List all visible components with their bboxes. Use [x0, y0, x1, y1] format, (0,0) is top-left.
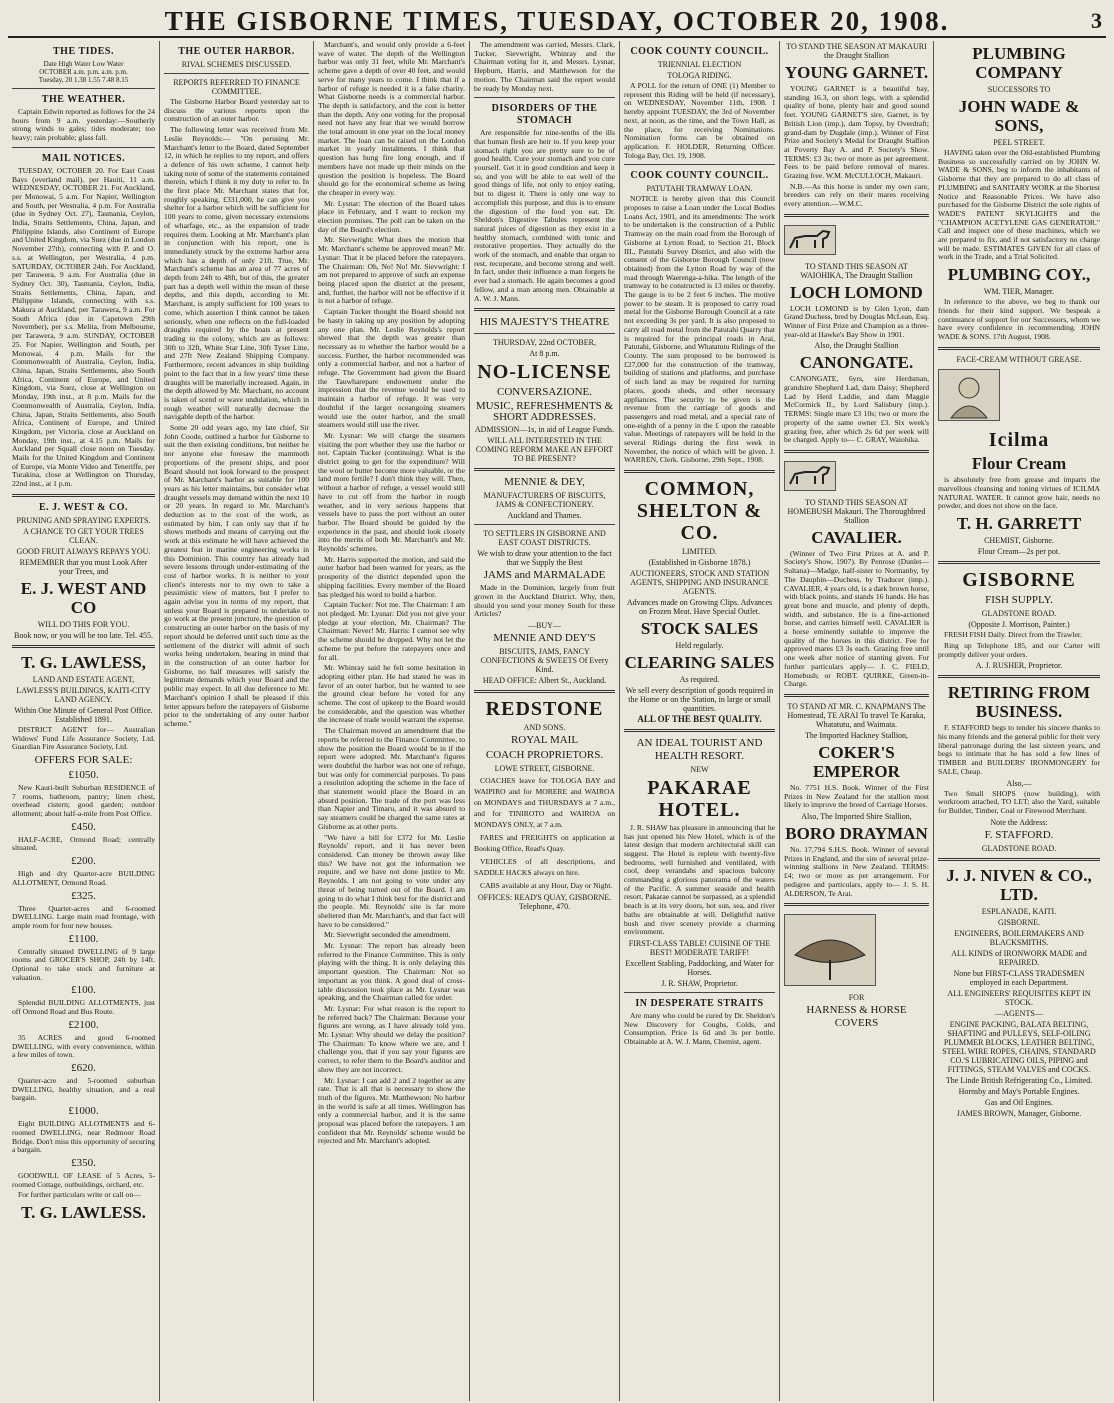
admission: ADMISSION—1s, in aid of League Funds. [474, 425, 615, 435]
plumbing-coy: PLUMBING COY., [947, 265, 1091, 285]
lawless-foot-name: T. G. LAWLESS. [21, 1203, 146, 1223]
lawless-offers: OFFERS FOR SALE: [34, 753, 133, 766]
niven-hornsby: Hornsby and May's Portable Engines. [958, 1086, 1080, 1096]
column-5 [620, 41, 780, 1401]
homebush-intro: TO STAND THIS SEASON AT HOMEBUSH Makauri. The Thoroughbred Stallion [787, 497, 926, 525]
westco-line6: Book now, or you will be too late. Tel. 455. [14, 630, 153, 640]
weather-heading: THE WEATHER. [41, 94, 126, 105]
saddle-icon [784, 914, 876, 986]
offices: OFFICES: READ'S QUAY, GISBORNE. Telephone, 470. [477, 893, 612, 912]
disorders-heading: DISORDERS OF THE STOMACH [491, 103, 598, 127]
mennie-line2: Auckland and Thames. [507, 511, 582, 521]
westco-name: E. J. WEST & CO. [38, 501, 129, 513]
poll-text: A POLL for the return of ONE (1) Member to represent this Riding will be held (if necessary), on WEDNESDAY, November 11th, 1908. I hereby appoint TUESDAY, the 3rd of November next, at noon, as the time, and the Town Hall, as the place, for receiving Nominations. Nomination forms can be obtained on application. F. HOLDER, Returning Officer. Tologa Bay, Oct. 19, 1908. [624, 81, 775, 160]
boro-drayman: BORO DRAYMAN [785, 824, 928, 844]
md-line1: BISCUITS, JAMS, FANCY CONFECTIONS & SWEETS Of Every Kind. [480, 647, 609, 675]
clearing-sales: CLEARING SALES [624, 653, 775, 673]
icilma-text: is absolutely free from grease and imparts the marvellous cleansing and toning virtues of ICILMA NATURAL WATER. It cannot grow hair, needs no powder, and does not show on the face. [938, 475, 1100, 511]
article-paragraph: The Chairman moved an amendment that the reports be referred to the Finance Committee, to show the position the Board would be in if the report were adopted. Mr. Marchant's figures were doubtful the harbor was not one of refuge, but was only for commercial purposes. To pass a resolution adopting the scheme in the face of that statement would place the Board in an absurd position. The trade of the port was less than Napier and Timaru, and it was absurd to say steamers could be charged the same rates at Gisborne as at other ports. [318, 726, 465, 831]
harbour-p2: The following letter was received from Mr. Leslie Reynolds:— "On perusing Mr. Marchant's letter to the Board, dated September 12, in which he replies to my report, and offers a defence of his own scheme, I cannot help taking note of some of the statements contained therein, which I think it my duty to refer to. In the first place Mr. Marchant states that for, roughly speaking, £331,000, he can give you shelter for a harbor which will be sufficient for 100 years to come, given necessary extensions of wharfage, etc., as the expansion of trade requires them. Looking at Mr. Marchant's plan in conjunction with his report, one is immediately struck by the extreme harbor area which has a depth of only 21ft. True, Mr. Marchant's scheme has an area of 77 acres of depth from 24ft to 48ft, but of this, the greater part has a depth well within the mean of these depths, and this depth, according to Mr. Marchant, is amply sufficient for 100 years to come, which assertion I think cannot be taken seriously, when one reflects on the full-loaded draughts required by the boats at present trading to the colony, which are as follows: 30ft to 32ft, White Star Line, 30ft Tyser Line, and 27ft New Zealand Shipping Company. Furthermore, recent advances in ship building point to the fact that in a few years' time these draughts will be materially increased. Again, in the depth allowed by Mr. Marchant, no account is taken of scend or wave undulation, which in rough weather will naturally decrease the navigable depth of the harbor. [164, 125, 309, 422]
royal-mail: ROYAL MAIL [510, 734, 579, 747]
desperate-text: Are many who could be cured by Dr. Sheldon's New Discovery for Coughs, Colds, and Consumption. Price 1s 6d and 3s per bottle. Obtainable at A. W. J. Mann, Chemist, agent. [624, 1010, 775, 1047]
weather-text: Captain Edwin reported as follows for the 24 hours from 9 a.m. yesterday:—Southerly strong winds to gales; tides moderate; too heavy; rain probable; glass fall. [12, 107, 155, 143]
tier-manager: WM. TIER, Manager. [983, 287, 1055, 297]
redstone-line1: AND SONS. [523, 723, 566, 733]
waiohika-intro: TO STAND THIS SEASON AT WAIOHIKA, The Draught Stallion [800, 261, 913, 280]
imported-hackney: The Imported Hackney Stallion, [804, 730, 909, 740]
coker-text: No. 7751 H.S. Book. Winner of the First Prizes in New Zealand for the stallion most likely to improve the breed of Carriage Horses. [784, 782, 929, 810]
niven-esplanade: ESPLANADE, KAITI. [981, 906, 1057, 916]
wade-reference: In reference to the above, we beg to thank our friends for their kind support. We bespeak a continuance of support for our Successors, whom we have every confidence in recommending. JOHN WADE & SONS. 17th August, 1908. [938, 297, 1100, 341]
disorders-text: Are responsible for nine-tenths of the ills that human flesh are heir to. If you keep your stomach right you are pretty sure to be of good health. Cure your stomach and you cure yourself. Get it in good condition and keep it so, and you will be able to eat well of the good things of life, not only to enjoy eating, but to digest it. There is only one way to accomplish this purpose, and this is to ensure the digestion of the food you eat. Dr. Sheldon's Digestive Tabules represent the natural juices of digestion as they exist in a healthy stomach, combined with tonic and restorative properties. They actually do the work of the stomach, and enable that organ to rest, recuperate, and become strong and well. In fact, under their influence a man forgets he ever had a stomach. He again becomes a good fellow, and a man among men. Obtainable at A. W. J. Mann. [474, 128, 615, 303]
buy-line: —BUY— [528, 621, 561, 631]
harbour-sub2: REPORTS REFERRED TO FINANCE COMMITTEE. [173, 78, 300, 96]
lowe-street: LOWE STREET, GISBORNE. [494, 764, 595, 774]
niven: J. J. NIVEN & CO., LTD. [946, 865, 1092, 904]
icilma: Icilma [988, 429, 1050, 452]
loch-text: LOCH LOMOND is by Glen Lyon, dam Grand Duchess, bred by Douglas McLean, Esq. Winner of First Prize and Champion as a three-year-old at Hawke's Bay Show in 1901. [784, 303, 929, 339]
niven-linde: The Linde British Refrigerating Co., Limited. [945, 1075, 1093, 1085]
horse-icon [784, 461, 836, 491]
masthead [8, 6, 1106, 38]
retire-note: Note the Address: [990, 817, 1048, 827]
article-paragraph: Mr. Lysnar: The election of the Board takes place in February, and I want to reckon my election promises. The poll can be taken on the day of the Board's election. [318, 198, 465, 234]
niven-james: JAMES BROWN, Manager, Gisborne. [956, 1108, 1082, 1118]
westco-line1: PRUNING AND SPRAYING EXPERTS. [16, 515, 151, 525]
theatre-time: At 8 p.m. [529, 349, 560, 359]
cabs-text: CABS available at any Hour, Day or Night. [480, 881, 613, 891]
fares-text: FARES and FREIGHTS on application at Booking Office, Read's Quay. [474, 833, 615, 854]
theatre-date: THURSDAY, 22nd OCTOBER, [493, 338, 596, 348]
listing: Quarter-acre and 5-roomed suburban DWELLING, healthy situation, and a real bargain. [12, 1076, 155, 1103]
tides-row: Tuesday, 20 1.38 1.55 7.48 8.15 [38, 76, 129, 84]
article-paragraph: Captain Tucker thought the Board should not be hasty in taking up any position by adopting any one plan. Mr. Leslie Reynolds's report showed that the depth was greater than necessary as to whether the harbor would be a success. Further, the harbor recommended was only a commercial harbor, and not a harbor of refuge. The Government had given the Board the Tauwharepare endowment under the impression that the revenue would be used to maintain a harbor of refuge. It was very doubtful if the larger oceangoing steamers would use the outer harbor, and the small steamers would still use the river. [318, 307, 465, 430]
harbour-p1: The Gisborne Harbor Board yesterday sat to discuss the various reports upon the construction of an outer harbor. [164, 97, 309, 124]
cook-heading: COOK COUNTY COUNCIL. [630, 46, 769, 57]
jams-text: Made in the Dominion, largely from fruit grown in the Auckland District. Why, then, should you send your money South for these Articles? [474, 583, 615, 619]
successors: SUCCESSORS TO [987, 85, 1051, 94]
price: £1100. [68, 932, 99, 945]
no-license: NO-LICENSE [477, 361, 612, 384]
boro-text: No. 17,794 S.H.S. Book. Winner of several Prizes in England, and the sire of several prize-winning stallions in New Zealand. TERMS: £4; two or more as per arrangement. For pedigree and particulars, apply to— J. S. H. ALDERSON, Te Arai. [784, 845, 929, 898]
amendment-text: The amendment was carried, Messrs. Clark, Tucker, Sievwright, Whinray and the Chairman voting for it, and Messrs. Lysnar, Hepburn, Harris, and Matthewson for the motion. The Chairman said the report would be ready by Monday next. [474, 41, 615, 93]
icilma-flour-cream: Flour Cream [971, 454, 1067, 474]
common-auct: AUCTIONEERS, STOCK AND STATION AGENTS, SHIPPING AND INSURANCE AGENTS. [629, 569, 770, 597]
lawless-footer: For further particulars write or call on— [18, 1190, 141, 1200]
column-4 [470, 41, 620, 1401]
niven-req: ALL ENGINEERS' REQUISITES KEPT IN STOCK. [947, 988, 1091, 1007]
shaw-proprietor: J. R. SHAW, Proprietor. [661, 978, 738, 988]
fish-supply: FISH SUPPLY. [985, 594, 1053, 607]
young-garnet: YOUNG GARNET. [784, 63, 929, 82]
music-line: MUSIC, REFRESHMENTS & SHORT ADDRESSES. [475, 400, 614, 424]
listing: GOODWILL OF LEASE of 5 Acres, 5-roomed Cottage, outbuildings, orchard, etc. [12, 1170, 155, 1189]
tramway: PATUTAHI TRAMWAY LOAN. [646, 184, 753, 194]
article-paragraph: Mr. Lysnar: For what reason is the report to be referred back? The Chairman: Because your figures are wrong, as I have already told you. Mr. Lysnar: Why should we delay the position? The Chairman: To know where we are, and I challenge you, that if you say your figures are correct, to refer them to the Board's auditor and show they are not incorrect. [318, 1003, 465, 1074]
column-1 [8, 41, 160, 1401]
column-6 [780, 41, 934, 1401]
article-paragraph: Mr. Lysnar: We will charge the steamers visiting the port whether they use the harbor or not. Captain Tucker (continuing): What is the district going to get for the expenditure? Will the wool or butter become more valuable, or the land more fertile? I don't think they will. Then, without a harbor of refuge, a vessel would still have to cut off from the harbor in rough weather, and in very serious happens that vessels have to pass the port without an outer harbor. The Board should be guided by the experience in the past, and should look closely into the merits of both Mr. Marchant's and Mr. Reynolds' schemes. [318, 430, 465, 554]
john-wade: JOHN WADE & SONS, [958, 97, 1080, 135]
pakarae-text: J. R. SHAW has pleasure in announcing that he has just opened his New Hotel, which is of the latest design that modern architectural skill can suggest. The Hotel is replete with twenty-five bedrooms, well furnished and ventilated, with cool, deep verandahs and spacious balcony commanding a glorious panorama of the waters of the Pacific. A summer seaside and health resort, Pakarae cannot be surpassed, as a splendid beach is at its very doors, hot sun, sea, and river baths are obtainable at will. Delightful native bush and river scenery provide a charming environment. [624, 822, 775, 937]
retire-text: F. STAFFORD begs to tender his sincere thanks to his many friends and the general public for their very liberal patronage during the last sixteen years, and begs to intimate that he has sold a few lines of TIMBER and BUILDERS' IRONMONGERY for SALE, Cheap. [938, 723, 1100, 776]
coaches-text: COACHES leave for TOLOGA BAY and WAIPIRO and for MORERE and WAIROA on MONDAYS and THURSDAYS at 7 a.m., and for TINIROTO and WAIROA on MONDAYS ONLY, at 7 a.m. [474, 776, 615, 830]
retiring: RETIRING FROM BUSINESS. [947, 683, 1091, 722]
harbour-p3: Some 20 odd years ago, my late chief, Sir John Coode, outlined a harbor for Gisborne to suit the then existing conditions, but neither he nor anyone else foresaw the mammoth proportions of the present ships, and poor Board should not look forward to the prospect of Mr. Marchant's harbor as suitable for 100 years as his letter maintains, but consider what draught vessels may demand within the next 10 or 20 years. In regard to Mr. Marchant's deduction as to the cost of the work, as estimated by him, I can only say that if he shows methods and means of carrying out the work at this estimate he will have achieved the greatest feat in marine engineering works in this Dominion. This country has already had severe lessons through under-estimating of the cost of harbor works. It is neither to your client's interests nor to my own to take a pessimistic view of matters, but I prefer to again advise you in terms of my report, that unless your Board is prepared to undertake to go work at the present juncture, the question of constructing an outer harbor on the basis of my report should be deferred until such time as the settlement of the district will admit of such works being undertaken, bearing in mind that in the construction of an outer harbor for Gisborne, no half measures will satisfy the legitimate demands which your Board and the public may expect. In all due deference to Mr. Marchant's opinion I shall be pleased if this letter appears before the ratepayers of Gisborne prior to the undertaking of any outer harbor scheme." [164, 423, 309, 728]
cokers-emperor: COKER'S EMPEROR [813, 742, 900, 781]
article-paragraph: Mr. Lysnar: The report has already been referred to the Finance Committee. This is only playing with the thing. It is only delaying this important question. The Chairman: Not so important as you think. A good deal of cross-table discussion took place as Mr. Lysnar was speaking, and the Chairman called for order. [318, 941, 465, 1003]
tramway-notice: NOTICE is hereby given that this Council proposes to raise a Loan under the Local Bodies Loans Act, 1901, and its amendments: The work to be undertaken is the construction of a Public Tramway on the main road from the Borough of Gisborne at Lytton Road, to Section 21, Block III., Patutahi Survey District, and also with the consent of the Gisborne Borough Council (now obtained) from the Lytton Road by way of the road through Waerenga-a-hika. The length of the tramway to be constructed is 13 miles or thereby. The gauge is to be 2 feet 6 inches. The motive power to be steam. It is proposed to carry road metal for the Gisborne Borough Council at a rate not exceeding 3s per yard. It is also proposed to carry all road metal from the Patutahi Quarry that is required for the principal roads in Arai, Patutahi, Gisborne, and Whatatutu Ridings of the County. The sum proposed to be borrowed is £27,000 for the construction of the tramway, building of stations and platforms, and purchase of such land as may be required for turning places, goods sheds, and other necessary appliances. The security to be given is the revenue from the carriage of goods and passengers and road metal, and a special rate of one-eighth of a penny in the £ upon the rateable value. Meetings of ratepayers will be held in the several Ridings during the first week in November, the notice of which will be given. J. WARREN, Clerk. Gisborne, 29th Sept., 1908. [624, 194, 775, 465]
common-adv: Advances made on Growing Clips. Advances on Frozen Meat. Have Special Outlet. [626, 598, 773, 617]
pakarae-hotel: PAKARAE HOTEL. [647, 776, 752, 821]
for-label: FOR [848, 992, 865, 1002]
canongate: CANONGATE. [799, 353, 914, 373]
page-number: 3 [1091, 8, 1102, 33]
wade-text: HAVING taken over the Old-established Plumbing Business so successfully carried on by JOHN W. WADE & SONS, beg to inform the inhabitants of Gisborne that they are prepared to do all class of PLUMBING and SANITARY WORK at the Shortest Notice and Reasonable Prices. We have also purchased for the Gisborne District the sole rights of WADE'S PATENT SKYLIGHTS and the "CHAMPION ACETYLENE GAS GENERATOR." Call and inspect one of these machines, which we are prepared to fix, and if not satisfactory no charge will be made. ESTIMATES GIVEN for all class of work in the Trade, and a Trial Solicited. [938, 148, 1100, 262]
niven-none: None but FIRST-CLASS TRADESMEN employed in each Department. [953, 968, 1085, 987]
lawless-role: LAND AND ESTATE AGENT, [32, 674, 135, 684]
md-line2: HEAD OFFICE: Albert St., Auckland. [482, 676, 607, 686]
lawless-line3: DISTRICT AGENT for— Australian Widows' Fund Life Assurance Society, Ltd. Guardian Fire Assurance Society, Ltd. [12, 724, 155, 752]
rusher: A. J. RUSHER, Proprietor. [975, 661, 1063, 671]
niven-agents: —AGENTS— [995, 1008, 1043, 1018]
niven-gas: Gas and Oil Engines. [985, 1097, 1053, 1107]
price: £620. [71, 1062, 96, 1074]
we-sell: We sell every description of goods required in the Home or on the Station, in large or small quantities. [625, 686, 774, 714]
westco-line4: REMEMBER that you must Look After your Trees, and [19, 557, 148, 576]
settlers-line1: We wish to draw your attention to the fact that we Supply the Best [477, 549, 612, 568]
listing: Centrally situated DWELLING of 9 large rooms and GROCER'S SHOP, 24ft by 14ft. Optional to take stock and furniture at valuation. [12, 946, 155, 982]
stock-sales: STOCK SALES [640, 619, 759, 639]
tologa: TOLOGA RIDING. [667, 71, 732, 80]
fresh-fish: FRESH FISH Daily. Direct from the Trawler. [944, 630, 1082, 640]
lawless-line1: LAWLESS'S BUILDINGS, KAITI-CITY LAND AGENCY. [16, 685, 151, 704]
f-stafford: F. STAFFORD. [984, 828, 1054, 841]
harness-covers: HARNESS & HORSE COVERS [806, 1003, 907, 1029]
makauri-intro: TO STAND THE SEASON AT MAKAURI the Draught Stallion [786, 42, 927, 60]
desperate-heading: IN DESPERATE STRAITS [635, 997, 764, 1009]
listing: Splendid BUILDING ALLOTMENTS, just off Ormond Road and Bus Route. [12, 998, 155, 1017]
retire-text-2: Two Small SHOPS (now building), with workroom attached, TO LET; also the Yard, suitable for Builder, Timber, Coal or Firewood Merchant. [938, 788, 1100, 815]
stabling: Excellent Stabling, Paddocking, and Water for Horses. [625, 958, 774, 977]
price: £450. [71, 820, 96, 833]
mennie-line1: MANUFACTURERS OF BISCUITS, JAMS & CONFECTIONERY. [483, 491, 606, 510]
redstone-name: REDSTONE [485, 698, 604, 721]
price: £1050. [68, 768, 99, 781]
ideal-resort: AN IDEAL TOURIST AND HEALTH RESORT. [636, 736, 763, 762]
westco-line3: GOOD FRUIT ALWAYS REPAYS YOU. [16, 546, 151, 556]
garrett: T. H. GARRETT [956, 514, 1082, 534]
listing: New Kauri-built Suburban RESIDENCE of 7 rooms, bathroom, pantry; linen chest, overhead cistern; good garden; outdoor allotment; about half-a-mile from Post Office. [12, 782, 155, 819]
retire-also: Also,— [1006, 778, 1032, 788]
mennie-name: MENNIE & DEY, [504, 476, 585, 489]
article-paragraph: Mr. Sievwright: What does the motion that Mr. Marchant's scheme be approved mean? Mr. Lysnar: That it be placed before the ratepayers. The Chairman: Oh, No! No! Mr. Sievwright: I am not prepared to approve of such an expense being placed upon the district at the present, and, further, the harbor will not be effective if it is not a harbor of refuge. [318, 235, 465, 306]
cavalier: CAVALIER. [811, 527, 902, 547]
tides-head1: Date High Water Low Water [43, 60, 124, 68]
columns [8, 41, 1106, 1401]
md-name: MENNIE AND DEY'S [493, 632, 596, 645]
article-paragraph: Mr. Whinray said he felt some hesitation in adopting either plan. He had stated he was in favor of an outer harbor, but he wanted to see the ground clear before he voted for any scheme. The cost of upkeep to the Board would be considerable, and the question was whether the increase of trade would warrant the expense. [318, 663, 465, 725]
young-text: YOUNG GARNET is a beautiful bay, standing 16.3, on short legs, with a splendid quality of bone, plenty hair and good sound feet. YOUNG GARNET'S sire, Garnet, is by British Lion (imp.), dam Topsy, by Overdraft; grand-dam by Dugdale (imp.). Winner of First Prize and Society's Medal for Draught Stallion at Poverty Bay A. and P. Society's Show. TERMS: £3 3s; two or more as per agreement. Fees to be paid before removal of mares. Grazing free. W.M. McCULLOCH, Makauri. [784, 84, 929, 181]
held-regularly: Held regularly. [675, 641, 724, 651]
theatre-name: HIS MAJESTY'S THEATRE [479, 316, 610, 329]
harbour-sub: RIVAL SCHEMES DISCUSSED. [181, 60, 292, 69]
price: £325. [71, 889, 96, 902]
first-class: FIRST-CLASS TABLE! CUISINE OF THE BEST! MODERATE TARIFF! [628, 938, 771, 957]
as-required: As required. [679, 675, 720, 685]
tides-heading: THE TIDES. [53, 46, 114, 57]
article-paragraph: Mr. Sievwright seconded the amendment. [324, 930, 451, 940]
common-limited: LIMITED. [682, 547, 717, 557]
canongate-text: CANONGATE, 6yrs, sire Herdsman, grandsire Shepherd Lad, dam Daisy; Shepherd Lad by Herd Laddie, and dam Maggie McCormick II., by Lord Salisbury (imp.). TERMS: Single mare £3 10s; two or more the property of the same owner £3. Six week's grazing free, after which 2s 6d per week will be charged. Apply to— C. GRAY, Waiohika. [784, 374, 929, 445]
common-shelton: COMMON, SHELTON & CO. [636, 478, 763, 545]
new-label: NEW [690, 764, 709, 774]
listing: Eight BUILDING ALLOTMENTS and 6-roomed DWELLING, near Redmoor Road Bridge. Don't miss this opportunity of securing a bargain. [12, 1119, 155, 1155]
listing: High and dry Quarter-acre BUILDING ALLOTMENT, Ormond Road. [12, 869, 155, 887]
vehicles-text: VEHICLES of all descriptions, and SADDLE HACKS always on hire. [474, 857, 615, 878]
westco-line5: WILL DO THIS FOR YOU. [37, 619, 130, 629]
settlers: TO SETTLERS IN GISBORNE AND EAST COAST DISTRICTS. [483, 529, 606, 548]
lawless-line2: Within One Minute of General Post Office. Established 1891. [14, 705, 153, 724]
article-paragraph: Marchant's, and would only provide a 6-feet wave of water. The depth of the Wellington harbor was only 31 feet, while Mr. Marchant's scheme gave a depth of over 40 feet, and would serve for many years to come. I think that if a harbor of refuge is needed it is a false charity. What Gisborne needs is a commercial harbor. The depth is satisfactory, and the cost is better than the depth. Any one voting for the proposal need not have any fear that we would borrow the total amount in one year on the local money market. The loan can be raised on the London market in yearly instalments. I think that question has hung fire long enough, and if members have not made up their minds on the question the position is hopeless. The Board should go for the economical scheme as being the cheaper in every way. [318, 41, 465, 197]
interested: WILL ALL INTERESTED IN THE COMING REFORM MAKE AN EFFORT TO BE PRESENT? [475, 436, 614, 464]
column-2 [160, 41, 314, 1401]
price: £200. [71, 855, 96, 868]
masthead-title: THE GISBORNE TIMES, TUESDAY, OCTOBER 20, 1908. [164, 5, 950, 36]
harbour-heading: THE OUTER HARBOR. [178, 46, 295, 57]
cook-heading-2: COOK COUNTY COUNCIL. [630, 170, 769, 182]
best-quality: ALL OF THE BEST QUALITY. [637, 714, 762, 725]
article-paragraph: "We have a bill for £372 for Mr. Leslie Reynolds' report, and it has never been considered. Can money be thrown away like this? We have not got the information we require, and we have not done justice to Mr. Reynolds. I am not going to vote under any threat of being turned out of the Board. I am going to do what I think best for the district and the people. Mr. Reynolds' site is far more sheltered than Mr. Marchant's, and that fact will have to be considered." [318, 832, 465, 929]
coach-proprietors: COACH PROPRIETORS. [485, 749, 604, 762]
column-3 [314, 41, 470, 1401]
fish-opposite: (Opposite J. Morrison, Painter.) [968, 620, 1070, 630]
horse-icon [784, 225, 836, 255]
mail-heading: MAIL NOTICES. [41, 152, 126, 164]
garrett-line2: Flour Cream—2s per pot. [977, 547, 1061, 557]
listing: 35 ACRES and good 6-roomed DWELLING, with every convenience, within a few miles of town. [12, 1032, 155, 1060]
gisborne-fish: GISBORNE [962, 569, 1076, 592]
mail-text: TUESDAY, OCTOBER 20. For East Coast Bays (overland mail), per Hauiti, 11 a.m. WEDNESDAY, OCTOBER 21. For Auckland, per Monowai, 5 a.m. For Napier, Wellington and South, per Westralia, 4 p.m. For Australia (due in Sydney Oct. 27), Tasmania, Ceylon, India, Straits Settlements, China, Japan, and Philippine Islands, also Continent of Europe and United Kingdom, via Suez (due in London November 27th), connecting with P. and O. s.s. at Wellington, per Westralia, 4 p.m. SATURDAY, OCTOBER 24th. For Auckland, per Tarawera, 9 a.m. For Australia (due in Sydney Oct. 30), Tasmania, Ceylon, India, Straits Settlements, China, Japan, and Philippine Islands, connecting with s.s. Makura at Auckland, per Tarawera, 9 a.m. For South Africa (due in Capetown 29th November), per s.s. Melita, from Melbourne, per Tarawera, 9 a.m. SUNDAY, OCTOBER 25. For Napier, Wellington and South, per Monowai, 4 p.m. Mails for the Commonwealth of Australia, Ceylon, India, China, Japan, Straits Settlements, also South Africa, Continent of Europe, and United Kingdom, via Suez, close at Wellington on Monday, 19th inst., at 8 p.m. Mails for the Commonwealth of Australia, Ceylon, India, China, Japan, Straits Settlements, also South Africa, Continent of Europe, and United Kingdom, per Victoria, close at Auckland on Monday, 19th inst., at 4.15 p.m. Mails for Auckland per Squall close noon on Tuesday. Mails for the United Kingdom and Continent of Europe, via Monte Video and Teneriffe, per Turakina, close at Wellington on Thursday, 22nd inst., at 1 p.m. [12, 165, 155, 489]
terai-intro: TO STAND AT MR. C. KNAPMAN'S The Homestead, TE ARAI To travel Te Karaka, Whatatutu, and Waimata. [787, 701, 926, 729]
column-7 [934, 41, 1104, 1401]
woman-portrait-icon [938, 369, 1000, 421]
young-nb: N.B.—As this horse is under my own care, breeders can rely on their mares receiving every attention.—W.M.C. [784, 181, 929, 209]
loch-lomond: LOCH LOMOND [790, 282, 923, 302]
tides-head2: OCTOBER a.m. p.m. a.m. p.m. [39, 68, 128, 76]
article-paragraph: Captain Tucker: Not me. The Chairman: I am not pledged. Mr. Lysnar: Did you not give your pledge at your election, Mr. Chairman? The Chairman: Never! Mr. Harris: I cannot see why the scheme should be dropped. Why not let the scheme be put before the ratepayers once and for all. [318, 600, 465, 662]
niven-kinds: ALL KINDS of IRONWORK MADE and REPAIRED. [951, 948, 1087, 967]
also-line: Also, the Draught Stallion [814, 341, 899, 351]
fish-gladstone: GLADSTONE ROAD. [981, 609, 1057, 619]
garrett-line1: CHEMIST, Gisborne. [984, 536, 1054, 546]
listing: HALF-ACRE, Ormond Road; centrally situated. [12, 834, 155, 853]
article-paragraph: Mr. Harris supported the motion, and said the outer harbor had been wanted for years, as the prosperity of the district depended upon the shipping facilities. Every member of the Board has pledged his word to build a harbor. [318, 554, 465, 599]
plumbing-company: PLUMBING COMPANY [972, 44, 1066, 82]
ring-up: Ring up Telephone 185, and our Carter will promptly deliver your orders. [938, 640, 1100, 659]
price: £1000. [68, 1105, 99, 1118]
article-paragraph: Mr. Lysnar: I can add 2 and 2 together as any rate. That is all that is necessary to show the truth of the figures. Mr. Matthewson: No harbor in the world is safe at all times. Wellington has only a commercial harbor, and it is the same proposal was placed before the ratepayers. I am confident that Mr. Reynolds' scheme would be rejected and Mr. Marchant's adopted. [318, 1075, 465, 1146]
listing: Three Quarter-acres and 6-roomed DWELLING. Large main road frontage, with ample room for four new houses. [12, 903, 155, 930]
conversazione: CONVERSAZIONE. [496, 386, 593, 399]
price: £100. [71, 984, 96, 997]
stafford-gladstone: GLADSTONE ROAD. [981, 843, 1057, 853]
face-cream: FACE-CREAM WITHOUT GREASE. [956, 354, 1082, 364]
niven-items: ENGINE PACKING, BALATA BELTING, SHAFTING and PULLEYS, SELF-OILING PLUMMER BLOCKS, LEATHER BELTING, STEEL WIRE ROPES, CHAINS, STANDARD CO.'S LUBRICATING OILS, PIPING and FITTINGS, STEAM VALVES and COCKS. [942, 1019, 1096, 1074]
common-est: (Established in Gisborne 1878.) [648, 558, 751, 568]
triennial: TRIENNIAL ELECTION [657, 60, 742, 69]
price: £350. [71, 1156, 96, 1169]
westco-big: E. J. WEST AND CO [20, 578, 147, 617]
imported-shire: Also, The Imported Shire Stallion, [801, 812, 912, 822]
lawless-name: T. G. LAWLESS, [21, 652, 146, 672]
niven-gisborne: GISBORNE. [997, 917, 1040, 927]
cavalier-text: (Winner of Two First Prizes at A. and P. Society's Show, 1907). By Penrose (Dunlet—Sultana)—Madge, half-sister to Normanby, by The Dauphin—Duchess, by Traducer (imp.). CAVALIER, 4 years old, is a dark brown horse, with black points, and stands 16 hands. He has great bone and muscle, and plenty of depth, width, and substance. He is a fine-actioned horse, and carries himself well. CAVALIER is a horse eminently suitable to improve the quality of the horses in this district. Fee for approved mares £3 3s each. Grazing free until one week after notice of stanting given. For further particulars apply— J. C. FIELD, Homebush; or ROBT. QUIRKE, Green-in-Charge. [784, 548, 929, 689]
jams-line: JAMS and MARMALADE [483, 569, 606, 582]
peel-street: PEEL STREET. [993, 138, 1045, 147]
niven-engineers: ENGINEERS, BOILERMAKERS AND BLACKSMITHS. [954, 928, 1084, 947]
westco-line2: A CHANCE TO GET YOUR TREES CLEAN. [23, 526, 144, 545]
price: £2100. [68, 1018, 99, 1031]
